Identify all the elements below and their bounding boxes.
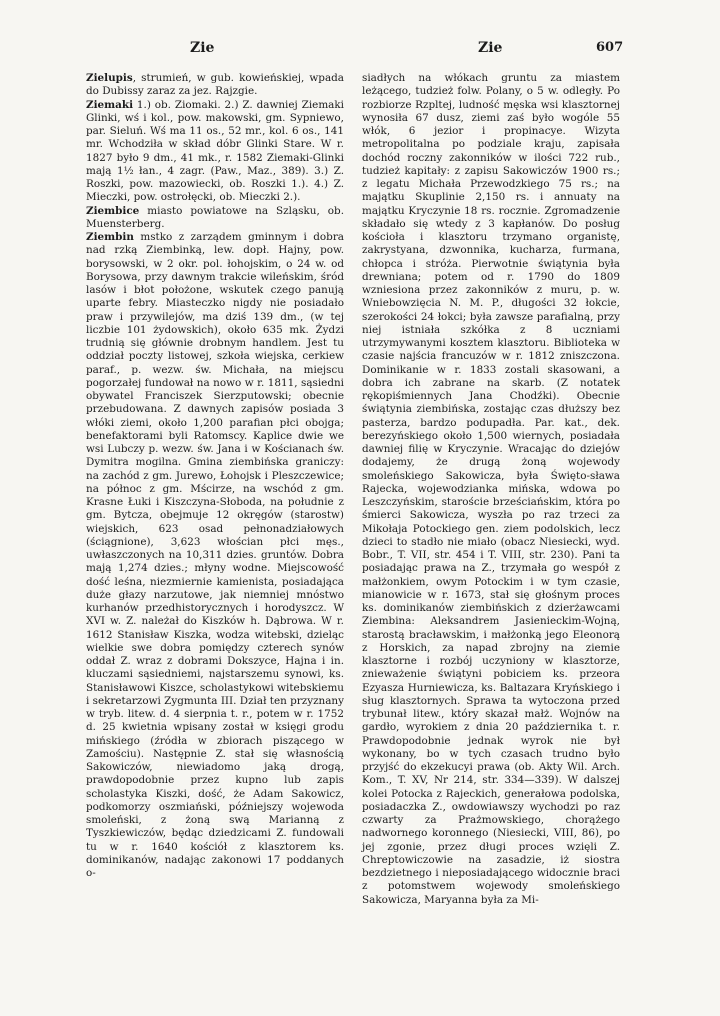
entry-ziembice [86, 205, 344, 232]
running-header [0, 40, 720, 64]
entry-headword: Ziemaki [86, 98, 134, 111]
entry-text: mstko z zarządem gminnym i dobra nad rzką Ziembinką, lew. dopł. Hajny, pow. borysowski, w 2 okr. pol. łohojskim, o 24 w. od Borysowa, przy dawnym trakcie wileńskim, śród lasów i błot położone, wskutek czego panują uparte febry. Miasteczko nigdy nie posiadało praw i przywilejów, ma dziś 139 dm., (w tej liczbie 101 żydowskich), około 635 mk. Żydzi trudnią się głównie drobnym handlem. Jest tu oddział poczty listowej, szkoła wiejska, cerkiew paraf., p. wezw. św. Michała, na miejscu pogorzałej fundował na nowo w r. 1811, sąsiedni obywatel Franciszek Sierzputowski; obecnie przebudowana. Z dawnych zapisów posiada 3 włóki ziemi, około 1,200 parafian płci obojga; benefaktorami byli Ratomscy. Kaplice dwie we wsi Lubczy p. wezw. św. Jana i w Kościanach św. Dymitra mogilna. Gmina ziembińska graniczy: na zachód z gm. Jurewo, Łohojsk i Pleszczewice; na północ z gm. Mścirze, na wschód z gm. Krasne Łuki i Kiszczyna-Słoboda, na południe z gm. Bytcza, obejmuje 12 okręgów (starostw) wiejskich, 623 osad pełnonadziałowych (ściągnione), 3,623 włościan płci męs., uwłaszczonych na 10,311 dzies. gruntów. Dobra mają 1,274 dzies.; młyny wodne. Miejscowość dość leśna, niezmiernie kamienista, posiadająca duże głazy narzutowe, jak niemniej mnóstwo kurhanów przedhistorycznych i horodyszcz. W XVI w. Z. należał do Kiszków h. Dąbrowa. W r. 1612 Stanisław Kiszka, wodza witebski, dzieląc wielkie swe dobra pomiędzy czterech synów oddał Z. wraz z dobrami Dokszyce, Hajna i in. kluczami sąsiedniemi, najstarszemu synowi, ks. Stanisławowi Kiszce, scholastykowi witebskiemu i sekretarzowi Zygmunta III. Dział ten przyznany w tryb. litew. d. 4 sierpnia t. r., potem w r. 1752 d. 25 kwietnia wpisany został w księgi grodu mińskiego (źródła w zbiorach piszącego w Zamościu). Następnie Z. stał się własnością Sakowiczów, niewiadomo jaką drogą, prawdopodobnie przez kupno lub zapis scholastyka Kiszki, dość, że Adam Sakowicz, podkomorzy oszmiański, późniejszy wojewoda smoleński, z żoną swą Marianną z Tyszkiewiczów, będąc dziedzicami Z. fundowali tu w r. 1640 kościół z klasztorem ks. dominikanów, nadając zakonowi 17 poddanych o- [86, 231, 344, 879]
entry-ziembin-continued: siadłych na włókach gruntu za miastem leżącego, tudzież folw. Polany, o 5 w. odległy. Po rozbiorze Rzpltej, ludność męska wsi klasztornej wynosiła 67 dusz, ziemi zaś było wogóle 55 włók, 6 jezior i propinacye. Wizyta metropolitalna po podziale kraju, zapisała dochód roczny zakonników w ilości 722 rub., tudzież kapitały: z zapisu Sakowiczów 1900 rs.; z legatu Michała Przewodzkiego 75 rs.; na majątku Skuplinie 2,150 rs. i annuaty na majątku Kryczynie 18 rs. rocznie. Zgromadzenie składało się wtedy z 3 kapłanów. Do posług kościoła i klasztoru trzymano organistę, zakrystyana, dzwonnika, kucharza, furmana, chłopca i stróża. Pierwotnie świątynia była drewniana; potem od r. 1790 do 1809 wzniesiona przez zakonników z muru, p. w. Wniebowzięcia N. M. P., długości 32 łokcie, szerokości 24 łokci; była zawsze parafialną, przy niej istniała szkółka z 8 uczniami utrzymywanymi kosztem klasztoru. Biblioteka w czasie najścia francuzów w r. 1812 zniszczona. Dominikanie w r. 1833 zostali skasowani, a dobra ich zabrane na skarb. (Z notatek rękopiśmiennych Jana Chodźki). Obecnie świątynia ziembińska, zostając czas dłuższy bez pasterza, bardzo podupadła. Par. kat., dek. berezyńskiego około 1,500 wiernych, posiadała dawniej filię w Kryczynie. Wracając do dziejów dodajemy, że drugą żoną wojewody smoleńskiego Sakowicza, była Święto-sława Rajecka, wojewodzianka mińska, wdowa po Leszczyńskim, staroście brześciańskim, która po śmierci Sakowicza, wyszła po raz trzeci za Mikołaja Potockiego gen. ziem podolskich, lecz dzieci to stadło nie miało (obacz Niesiecki, wyd. Bobr., T. VII, str. 454 i T. VIII, str. 230). Pani ta posiadając prawa na Z., trzymała go wespół z małżonkiem, owym Potockim i w tym czasie, mianowicie w r. 1673, stał się głośnym proces ks. dominikanów ziembińskich z dzierżawcami Ziembina: Aleksandrem Jasienieckim-Wojną, starostą bracławskim, i małżonką jego Eleonorą z Horskich, za napad zbrojny na ziemie klasztorne i rozbój uczyniony w klasztorze, znieważenie świątyni pobiciem ks. przeora Ezyasza Hurniewicza, ks. Baltazara Kryńskiego i sług klasztornych. Sprawa ta wytoczona przed trybunał litew., który skazał małż. Wojnów na gardło, wyrokiem z dnia 20 października t. r. Prawdopodobnie jednak wyrok nie był wykonany, bo w tych czasach trudno było przyjść do ekzekucyi prawa (ob. Akty Wil. Arch. Kom., T. XV, Nr 214, str. 334—339). W dalszej kolei Potocka z Rajeckich, generałowa podolska, posiadaczka Z., owdowiawszy wychodzi po raz czwarty za Prażmowskiego, chorążego nadwornego koronnego (Niesiecki, VIII, 86), po jej zgonie, przez długi proces wzięli Z. Chreptowiczowie na zasadzie, iż siostra bezdzietnego i nieposiadającego widocznie braci z potomstwem wojewody smoleńskiego Sakowicza, Maryanna była za Mi- [362, 72, 620, 906]
entry-ziemaki [86, 99, 344, 205]
page-number: 607 [596, 40, 624, 55]
entry-text: miasto powiatowe na Szląsku, ob. Muensterberg. [86, 204, 344, 230]
entry-headword: Ziembice [86, 204, 140, 217]
left-column [86, 72, 344, 880]
right-column [362, 72, 620, 907]
right-running-title: Zie [478, 40, 503, 56]
left-running-title: Zie [190, 40, 215, 56]
entry-text: 1.) ob. Ziomaki. 2.) Z. dawniej Ziemaki Glinki, wś i kol., pow. makowski, gm. Sypniewo, par. Sieluń. Wś ma 11 os., 52 mr., kol. 6 os., 141 mr. Wchodziła w skład dóbr Glinki Stare. W r. 1827 było 9 dm., 41 mk., r. 1582 Ziemaki-Glinki mają 1½ łan., 4 zagr. (Paw., Maz., 389). 3.) Z. Roszki, pow. mazowiecki, ob. Roszki 1.). 4.) Z. Mieczki, pow. ostrołęcki, ob. Mieczki 2.). [86, 98, 344, 204]
entry-headword: Ziembin [86, 231, 134, 243]
entry-zielupis [86, 72, 344, 99]
entry-headword: Zielupis [86, 72, 133, 84]
entry-text: , strumień, w gub. kowieńskiej, wpada do Dubissy zaraz za jez. Rajzgie. [86, 72, 344, 98]
entry-ziembin [86, 231, 344, 880]
